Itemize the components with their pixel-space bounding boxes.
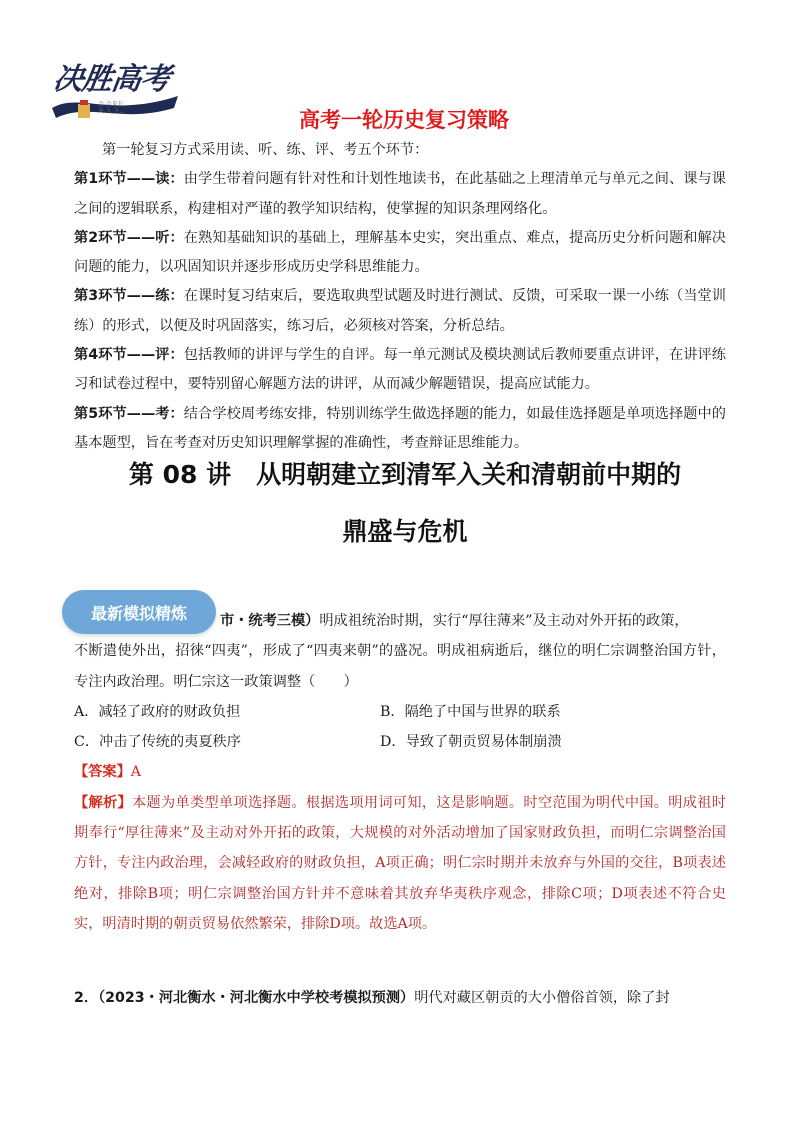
analysis-text: 本题为单类型单项选择题。根据选项用词可知，这是影响题。时空范围为明代中国。明成祖时期奉行“厚往薄来”及主动对外开拓的政策，大规模的对外活动增加了国家财政负担，而明仁宗调整治国方针，专注内政治理，会减轻政府的财政负担，A项正确；明仁宗时期并未放弃与外国的交往，B项表述绝对，排除B项；明仁宗调整治国方针并不意味着其放弃华夷秩序观念，排除C项；D项表述不符合史实，明清时期的朝贡贸易依然繁荣，排除D项。故选A项。 [74,794,726,932]
step-5 [74,400,726,459]
step-text: 结合学校周考练安排，特别训练学生做选择题的能力，如最佳选择题是单项选择题中的基本题型，旨在考查对历史知识理解掌握的准确性，考查辩证思维能力。 [74,405,726,451]
step-label: 第5环节——考： [74,405,184,422]
question-stem-1: 明成祖统治时期，实行“厚往薄来”及主动对外开拓的政策， [319,613,689,629]
lecture-title-line2: 鼎盛与危机 [342,517,468,546]
logo-tagline-2: 天 入 上... [98,108,126,115]
question-2 [74,983,726,1013]
question-stem-rest: 不断遣使外出，招徕“四夷”，形成了“四夷来朝”的盛况。明成祖病逝后，继位的明仁宗调整治国方针，专注内政治理。明仁宗这一政策调整（ ） [74,643,726,690]
step-label: 第2环节——听： [74,229,184,246]
question-source: 市・统考三模） [220,613,320,629]
answer-value: A [130,764,142,781]
question-stem: 明代对藏区朝贡的大小僧俗首领，除了封 [414,990,670,1006]
page-title: 高考一轮历史复习策略 [299,108,509,132]
question-number: 2． [74,990,99,1006]
step-4 [74,341,726,400]
option-b[interactable]: B．隔绝了中国与世界的联系 [380,703,561,720]
logo-text: 决胜高考 [51,62,172,97]
options-grid [74,697,726,758]
step-1 [74,165,726,224]
question-1 [74,606,726,939]
step-text: 由学生带着问题有针对性和计划性地读书，在此基础之上理清单元与单元之间、课与课之间的逻辑联系，构建相对严谨的教学知识结构，使掌握的知识条理网络化。 [74,171,726,217]
step-label: 第4环节——评： [74,347,184,364]
step-text: 包括教师的讲评与学生的自评。每一单元测试及模块测试后教师要重点讲评，在讲评练习和试卷过程中，要特别留心解题方法的讲评，从而减少解题错误，提高应试能力。 [74,347,726,393]
analysis-block [74,788,726,939]
intro-text: 第一轮复习方式采用读、听、练、评、考五个环节： [102,142,429,158]
strategy-section [74,136,726,458]
step-label: 第3环节——练： [74,288,184,305]
logo-tagline-1: 金 金来长... [98,101,130,108]
option-d[interactable]: D．导致了朝贡贸易体制崩溃 [380,734,562,751]
option-c[interactable]: C．冲击了传统的夷夏秩序 [74,734,241,751]
answer-label: 【答案】 [74,764,131,781]
lecture-title-line1: 第 08 讲 从明朝建立到清军入关和清朝前中期的 [128,460,682,489]
answer-line [74,757,726,787]
step-label: 第1环节——读： [74,171,184,188]
question-source: （2023・河北衡水・河北衡水中学校考模拟预测） [98,990,415,1006]
analysis-label: 【解析】 [74,794,132,811]
step-text: 在熟知基础知识的基础上，理解基本史实，突出重点、难点，提高历史分析问题和解决问题的能力，以巩固知识并逐步形成历史学科思维能力。 [74,229,726,276]
option-a[interactable]: A．减轻了政府的财政负担 [74,703,241,720]
step-3 [74,282,726,341]
step-text: 在课时复习结束后，要选取典型试题及时进行测试、反馈，可采取一课一小练（当堂训练）的形式，以便及时巩固落实，练习后，必须核对答案，分析总结。 [74,288,726,334]
section-badge: 最新模拟精炼 [62,590,216,634]
step-2 [74,224,726,283]
